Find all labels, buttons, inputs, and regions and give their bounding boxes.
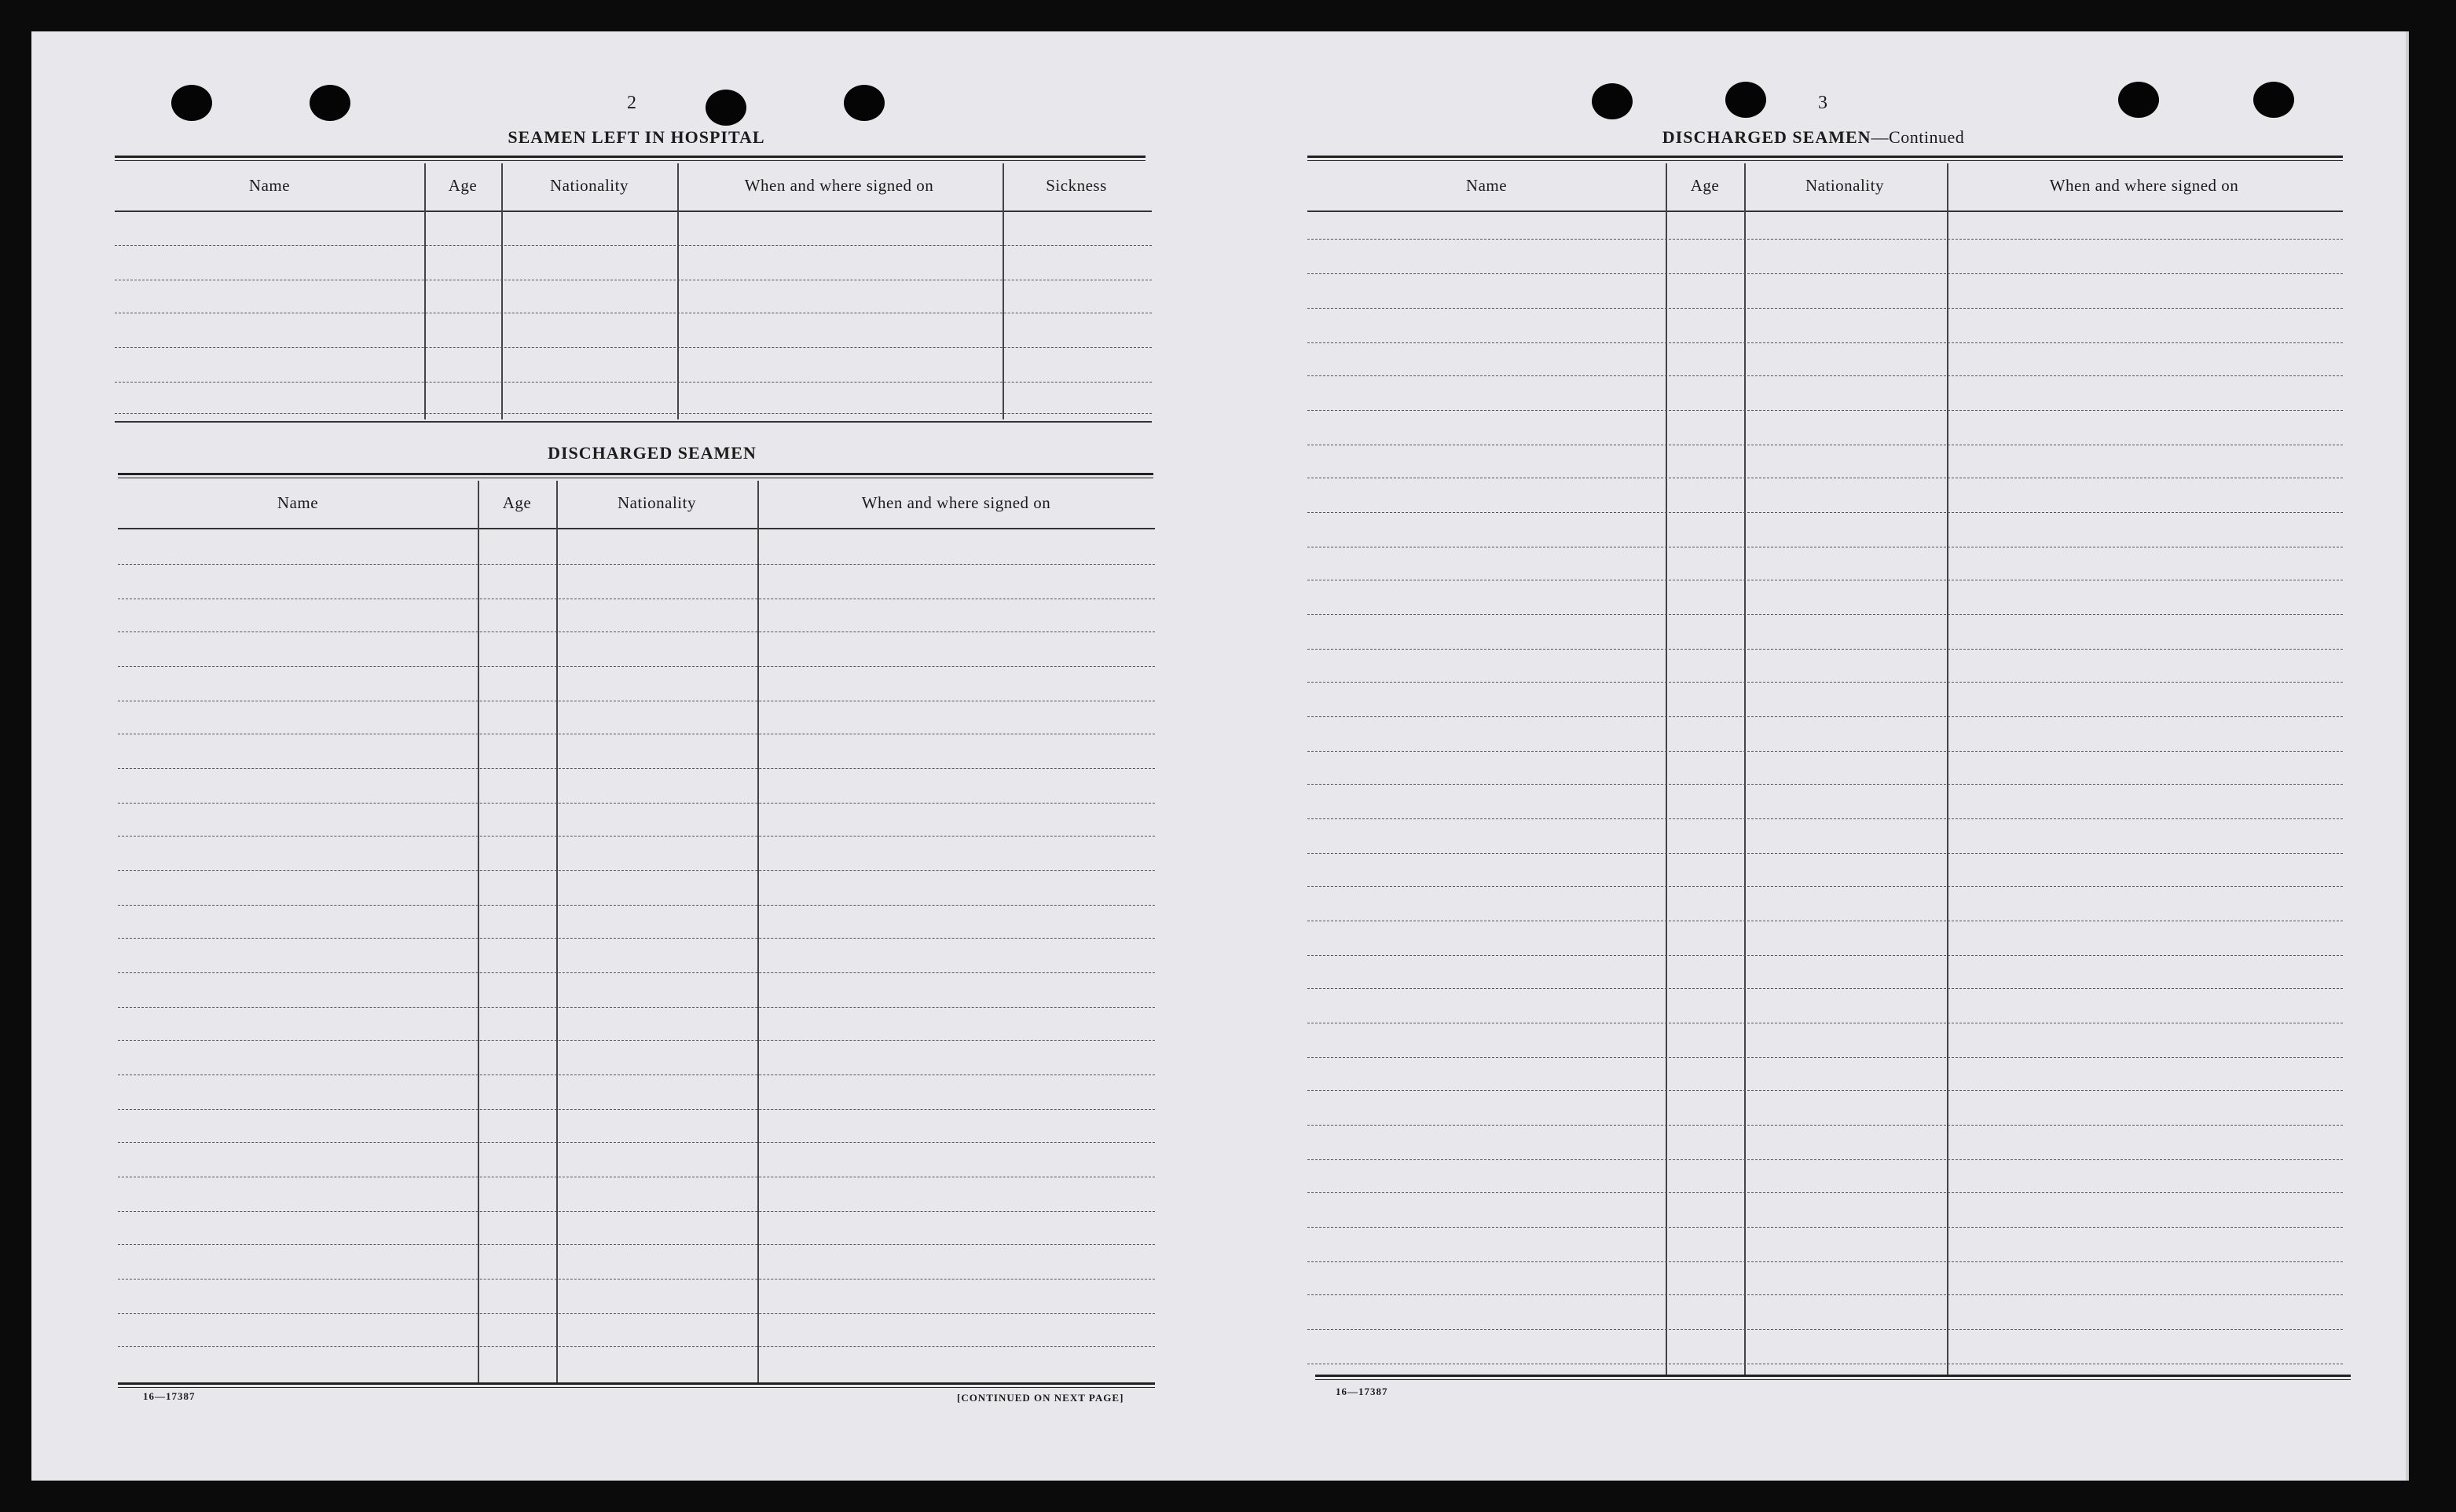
column-divider — [1666, 163, 1667, 1376]
punch-hole — [844, 85, 885, 121]
column-header-signed-on: When and where signed on — [744, 176, 934, 195]
entry-line — [115, 245, 1152, 246]
section-title-text: DISCHARGED SEAMEN — [1662, 127, 1871, 147]
column-header-sickness: Sickness — [1046, 176, 1107, 195]
punch-hole — [2118, 82, 2159, 118]
entry-line — [115, 413, 1152, 414]
entry-line — [1307, 988, 2343, 989]
entry-line — [118, 564, 1155, 565]
entry-line — [1307, 1192, 2343, 1193]
entry-line — [118, 1313, 1155, 1314]
page-number: 3 — [1818, 93, 1827, 113]
punch-hole — [1725, 82, 1766, 118]
header-divider — [1307, 211, 2343, 212]
entry-line — [1307, 751, 2343, 752]
sheet-edge — [2406, 31, 2409, 1481]
entry-line — [1307, 239, 2343, 240]
entry-line — [118, 768, 1155, 769]
form-number: 16—17387 — [143, 1390, 196, 1402]
entry-line — [1307, 1057, 2343, 1058]
table-bottom-rule — [1315, 1375, 2351, 1380]
entry-line — [1307, 342, 2343, 343]
entry-line — [1307, 1125, 2343, 1126]
entry-line — [118, 1211, 1155, 1212]
entry-line — [118, 1007, 1155, 1008]
entry-line — [118, 1244, 1155, 1245]
entry-line — [118, 1279, 1155, 1280]
hospital-table — [115, 163, 1152, 421]
section-rule — [118, 473, 1153, 478]
entry-line — [118, 1142, 1155, 1143]
punch-hole — [706, 90, 746, 126]
entry-line — [115, 382, 1152, 383]
column-header-nationality: Nationality — [618, 493, 696, 512]
entry-line — [118, 870, 1155, 871]
column-header-name: Name — [248, 176, 291, 195]
header-divider — [118, 528, 1155, 529]
column-header-nationality: Nationality — [1805, 176, 1884, 195]
entry-line — [1307, 1329, 2343, 1330]
entry-line — [118, 666, 1155, 667]
discharged-continued-title — [1617, 127, 2010, 148]
continued-suffix: —Continued — [1871, 127, 1965, 147]
table-bottom-rule — [118, 1382, 1155, 1388]
entry-line — [1307, 1159, 2343, 1160]
header-divider — [115, 211, 1152, 212]
entry-line — [1307, 1090, 2343, 1091]
column-divider — [1947, 163, 1948, 1376]
entry-line — [1307, 614, 2343, 615]
entry-line — [1307, 784, 2343, 785]
punch-hole — [310, 85, 350, 121]
column-header-age: Age — [502, 493, 532, 512]
entry-line — [118, 972, 1155, 973]
entry-line — [1307, 682, 2343, 683]
entry-line — [1307, 273, 2343, 274]
column-header-nationality: Nationality — [550, 176, 629, 195]
entry-line — [1307, 716, 2343, 717]
entry-line — [1307, 649, 2343, 650]
section-rule — [1307, 156, 2343, 161]
entry-line — [1307, 955, 2343, 956]
entry-line — [118, 938, 1155, 939]
entry-line — [1307, 512, 2343, 513]
entry-line — [1307, 375, 2343, 376]
entry-line — [118, 1346, 1155, 1347]
discharged-section-title: DISCHARGED SEAMEN — [548, 443, 757, 463]
entry-line — [1307, 308, 2343, 309]
discharged-table-left — [118, 481, 1155, 1384]
column-divider — [757, 481, 759, 1382]
column-header-age: Age — [1690, 176, 1720, 195]
entry-line — [118, 836, 1155, 837]
entry-line — [1307, 410, 2343, 411]
column-header-name: Name — [1465, 176, 1508, 195]
column-divider — [556, 481, 558, 1382]
column-header-signed-on: When and where signed on — [2049, 176, 2239, 195]
column-divider — [478, 481, 479, 1382]
entry-line — [118, 905, 1155, 906]
column-header-signed-on: When and where signed on — [861, 493, 1051, 512]
column-divider — [1744, 163, 1746, 1376]
column-header-age: Age — [448, 176, 478, 195]
entry-line — [1307, 818, 2343, 819]
continued-note: [CONTINUED ON NEXT PAGE] — [957, 1392, 1124, 1404]
entry-line — [1307, 1261, 2343, 1262]
section-rule — [115, 156, 1146, 161]
entry-line — [118, 803, 1155, 804]
punch-hole — [2253, 82, 2294, 118]
entry-line — [118, 1109, 1155, 1110]
entry-line — [1307, 886, 2343, 887]
discharged-table-right — [1307, 163, 2343, 1378]
form-number: 16—17387 — [1336, 1386, 1388, 1397]
punch-hole — [1592, 83, 1633, 119]
entry-line — [1307, 1227, 2343, 1228]
punch-hole — [171, 85, 212, 121]
table-bottom-rule — [115, 421, 1152, 423]
hospital-section-title: SEAMEN LEFT IN HOSPITAL — [508, 127, 765, 147]
entry-line — [1307, 853, 2343, 854]
entry-line — [1307, 1294, 2343, 1295]
entry-line — [118, 1040, 1155, 1041]
column-header-name: Name — [277, 493, 319, 512]
page-number: 2 — [627, 93, 636, 113]
entry-line — [115, 347, 1152, 348]
